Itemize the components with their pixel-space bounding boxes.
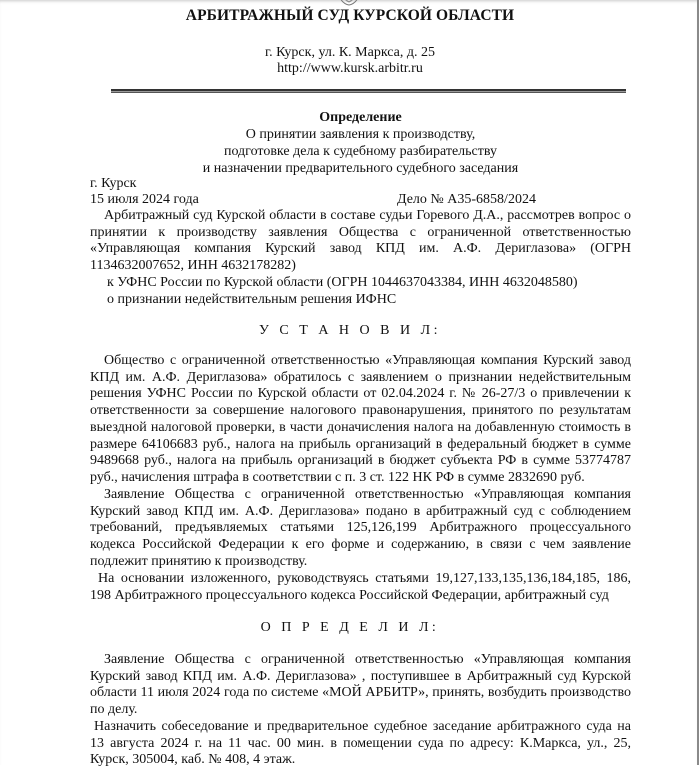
title-line-2: подготовке дела к судебному разбирательству	[223, 144, 498, 159]
court-website-link[interactable]: http://www.kursk.arbitr.ru	[277, 61, 423, 76]
title-line-3: и назначении предварительного судебного заседания	[202, 161, 519, 176]
respondent-line: к УФНС России по Курской области (ОГРН 1044637043384, ИНН 4632048580)	[107, 275, 578, 290]
document-type: Определение	[319, 110, 402, 125]
title-line-1: О принятии заявления к производству,	[245, 127, 476, 142]
decided-paragraph: Заявление Общества с ограниченной ответственностью «Управляющая компания Курский завод КПД им. А.Ф. Дериглазова» , поступившее в Арбитражный суд Курской области 11 июля 2024 года по системе «МОЙ АРБИТР», принять, возбудить производство по делу.	[90, 652, 631, 718]
established-paragraph: Общество с ограниченной ответственностью «Управляющая компания Курский завод КПД им. А.Ф. Дериглазова» обратилось с заявлением о признании недействительным решения УФНС России по Курской области от 02.04.2024 г. № 26-27/3 о привлечении к ответственности за совершение налогового правонарушения, принятого по результатам выездной налоговой проверки, в части доначисления налога на добавленную стоимость в размере 64106683 руб., налога на прибыль организаций в федеральный бюджет в сумме 9489668 руб., налога на прибыль организаций в бюджет субъекта РФ в сумме 53774787 руб., начисления штрафа в соответствии с п. 3 ст. 122 НК РФ в сумме 2832690 руб.	[90, 353, 631, 485]
court-address: г. Курск, ул. К. Маркса, д. 25	[264, 45, 435, 60]
intro-paragraph: Арбитражный суд Курской области в составе судьи Горевого Д.А., рассмотрев вопрос о принятии к производству заявления Общества с ограниченной ответственностью «Управляющая компания Курский завод КПД им. А.Ф. Дериглазова» (ОГРН 1134632007652, ИНН 4632178282)	[90, 208, 631, 274]
document-date: 15 июля 2024 года	[90, 192, 199, 207]
established-paragraph: На основании изложенного, руководствуясь статьями 19,127,133,135,136,184,185, 186, 198 Арбитражного процессуального кодекса Российской Федерации, арбитражный суд	[90, 571, 631, 603]
established-paragraph: Заявление Общества с ограниченной ответственностью «Управляющая компания Курский завод КПД им. А.Ф. Дериглазова» подано в арбитражный суд с соблюдением требований, предъявляемых статьями 125,126,199 Арбитражного процессуального кодекса Российской Федерации к его форме и содержанию, в связи с чем заявление подлежит принятию к производству.	[90, 487, 631, 569]
decided-paragraph: Назначить собеседование и предварительное судебное заседание арбитражного суда на 13 августа 2024 г. на 11 час. 00 мин. в помещении суда по адресу: К.Маркса, ул., 25, Курск, 305004, каб. № 408, 4 этаж.	[90, 719, 631, 768]
dateline	[90, 191, 631, 208]
header-divider	[111, 89, 626, 93]
subject-line: о признании недействительным решения ИФНС	[107, 292, 397, 307]
document-city: г. Курск	[90, 176, 137, 191]
court-name: АРБИТРАЖНЫЙ СУД КУРСКОЙ ОБЛАСТИ	[185, 7, 515, 24]
section-heading-established: У С Т А Н О В И Л:	[259, 323, 441, 338]
case-number: Дело № А35-6858/2024	[397, 192, 536, 207]
document-title-block	[90, 109, 631, 177]
section-heading-decided: О П Р Е Д Е Л И Л:	[260, 620, 440, 635]
coat-of-arms-icon	[336, 0, 362, 6]
